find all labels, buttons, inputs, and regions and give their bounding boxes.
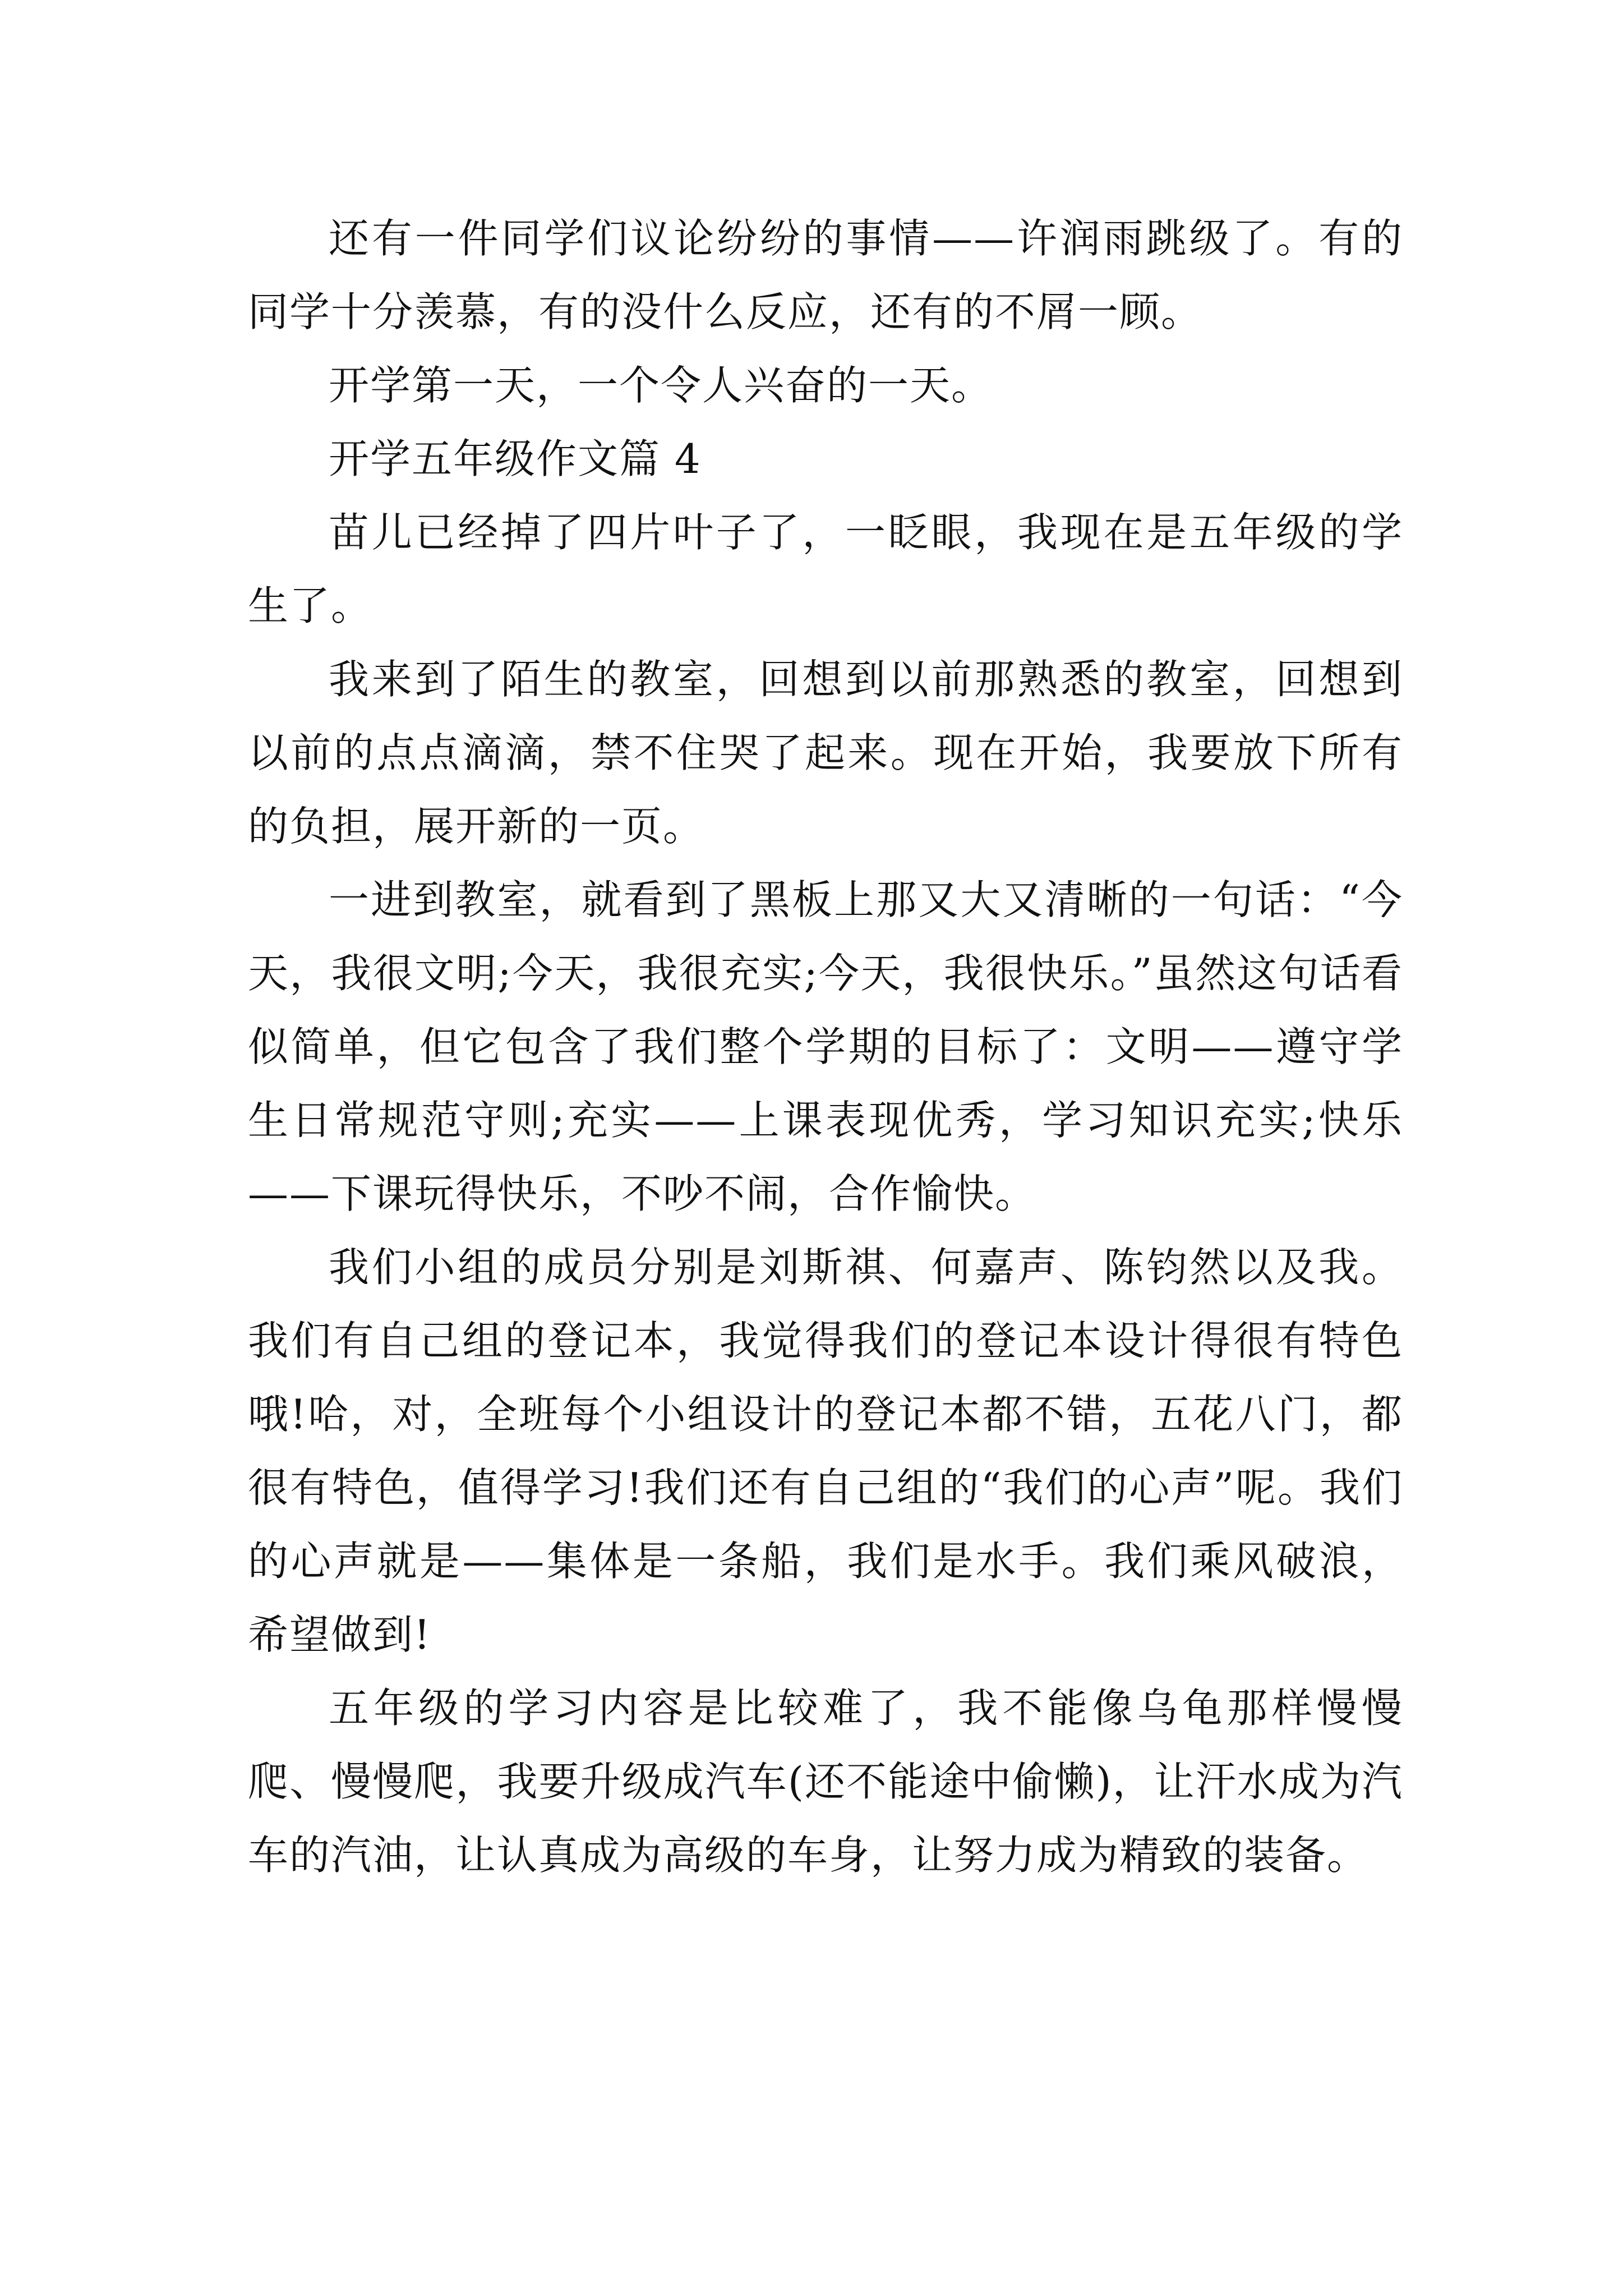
paragraph-group: 我们小组的成员分别是刘斯祺、何嘉声、陈钧然以及我。我们有自己组的登记本，我觉得我们的登记本设计得很有特色哦!哈，对，全班每个小组设计的登记本都不错，五花八门，都很有特色，值得学习!我们还有自己组的“我们的心声”呢。我们的心声就是——集体是一条船，我们是水手。我们乘风破浪，希望做到! <box>248 1244 1403 1658</box>
document-page <box>248 202 1403 1892</box>
essay-heading: 开学五年级作文篇 4 <box>329 435 702 482</box>
paragraph-first-day: 开学第一天，一个令人兴奋的一天。 <box>329 362 993 409</box>
paragraph-new-classroom: 我来到了陌生的教室，回想到以前那熟悉的教室，回想到以前的点点滴滴，禁不住哭了起来。现在开始，我要放下所有的负担，展开新的一页。 <box>248 656 1403 850</box>
paragraph-fifth-grade: 苗儿已经掉了四片叶子了，一眨眼，我现在是五年级的学生了。 <box>248 509 1403 629</box>
paragraph-blackboard: 一进到教室，就看到了黑板上那又大又清晰的一句话：“今天，我很文明;今天，我很充实;今天，我很快乐。”虽然这句话看似简单，但它包含了我们整个学期的目标了：文明——遵守学生日常规范守则;充实——上课表现优秀，学习知识充实;快乐——下课玩得快乐，不吵不闹，合作愉快。 <box>248 876 1403 1217</box>
paragraph-study-goal: 五年级的学习内容是比较难了，我不能像乌龟那样慢慢爬、慢慢爬，我要升级成汽车(还不能途中偷懒)，让汗水成为汽车的汽油，让认真成为高级的车身，让努力成为精致的装备。 <box>248 1685 1403 1879</box>
paragraph-skip-grade: 还有一件同学们议论纷纷的事情——许润雨跳级了。有的同学十分羡慕，有的没什么反应，还有的不屑一顾。 <box>248 215 1403 335</box>
